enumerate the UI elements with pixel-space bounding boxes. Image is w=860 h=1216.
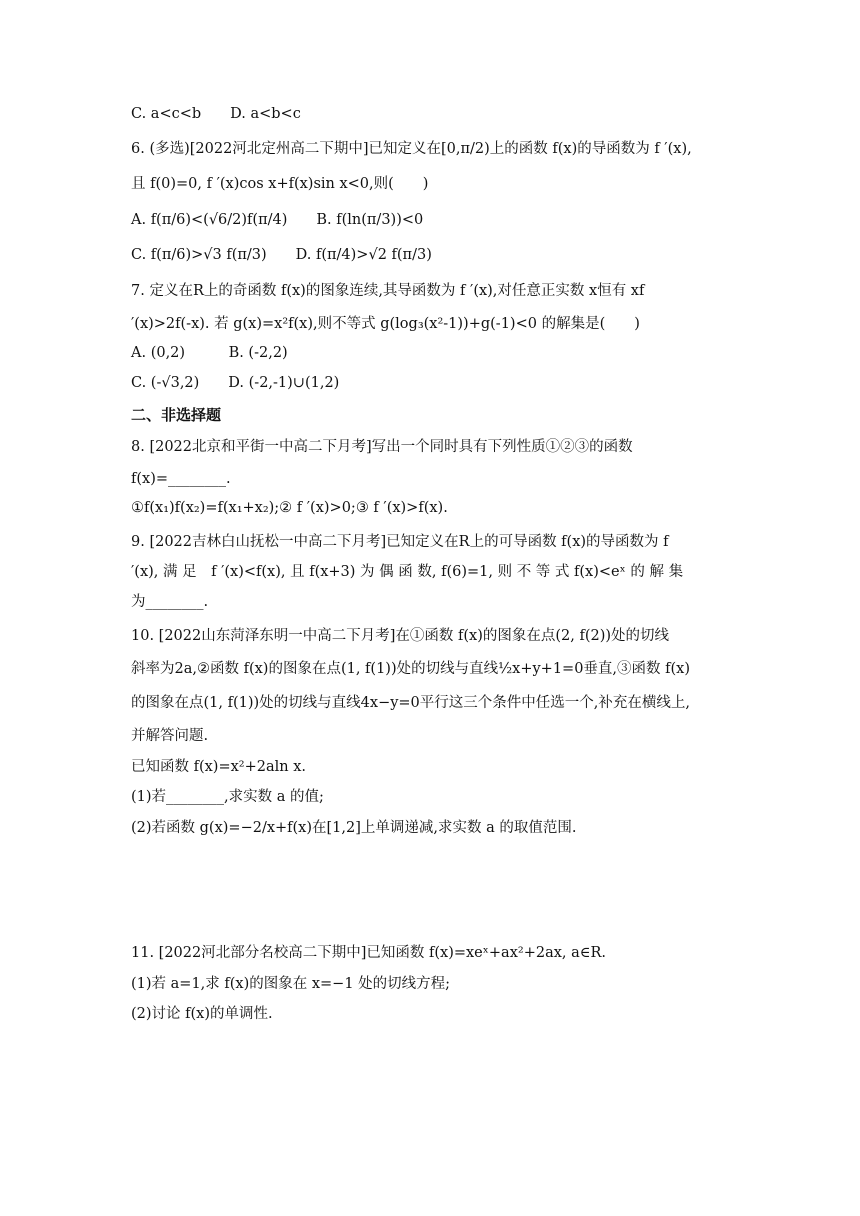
- q11-part-1: (1)若 a=1,求 f(x)的图象在 x=−1 处的切线方程;: [131, 976, 451, 992]
- q10-line-4: 并解答问题.: [131, 728, 209, 744]
- q7-line-1: 7. 定义在R上的奇函数 f(x)的图象连续,其导函数为 f ′(x),对任意正实数 x恒有 xf: [131, 283, 645, 299]
- q11-line-1: 11. [2022河北部分名校高二下期中]已知函数 f(x)=xeˣ+ax²+2ax, a∈R.: [131, 945, 607, 961]
- q6-options-cd: C. f(π/6)>√3 f(π/3) D. f(π/4)>√2 f(π/3): [131, 247, 432, 263]
- q7-line-2: ′(x)>2f(-x). 若 g(x)=x²f(x),则不等式 g(log₃(x²-1))+g(-1)<0 的解集是( ): [131, 316, 640, 332]
- q7-options-ab: A. (0,2) B. (-2,2): [131, 345, 288, 361]
- q6-line-1: 6. (多选)[2022河北定州高二下期中]已知定义在[0,π/2)上的函数 f(x)的导函数为 f ′(x),: [131, 141, 692, 157]
- q8-properties: ①f(x₁)f(x₂)=f(x₁+x₂);② f ′(x)>0;③ f ′(x)>f(x).: [131, 500, 448, 516]
- q9-line-3: 为________.: [131, 594, 209, 610]
- q10-line-1: 10. [2022山东菏泽东明一中高二下月考]在①函数 f(x)的图象在点(2, f(2))处的切线: [131, 628, 670, 644]
- q9-line-2: ′(x), 满 足 f ′(x)<f(x), 且 f(x+3) 为 偶 函 数, f(6)=1, 则 不 等 式 f(x)<eˣ 的 解 集: [131, 564, 684, 580]
- q5-options-cd: C. a<c<b D. a<b<c: [131, 106, 301, 122]
- q6-line-2: 且 f(0)=0, f ′(x)cos x+f(x)sin x<0,则( ): [131, 176, 429, 192]
- q11-part-2: (2)讨论 f(x)的单调性.: [131, 1006, 273, 1022]
- q8-line-2: f(x)=________.: [131, 471, 231, 487]
- q10-line-3: 的图象在点(1, f(1))处的切线与直线4x−y=0平行这三个条件中任选一个,补充在横线上,: [131, 695, 690, 711]
- q10-given: 已知函数 f(x)=x²+2aln x.: [131, 759, 306, 775]
- q10-part-2: (2)若函数 g(x)=−2/x+f(x)在[1,2]上单调递减,求实数 a 的取值范围.: [131, 820, 577, 836]
- section-heading: 二、非选择题: [131, 406, 222, 424]
- q10-part-1: (1)若________,求实数 a 的值;: [131, 789, 324, 805]
- q10-line-2: 斜率为2a,②函数 f(x)的图象在点(1, f(1))处的切线与直线½x+y+1=0垂直,③函数 f(x): [131, 661, 691, 677]
- q6-options-ab: A. f(π/6)<(√6/2)f(π/4) B. f(ln(π/3))<0: [131, 212, 424, 228]
- q9-line-1: 9. [2022吉林白山抚松一中高二下月考]已知定义在R上的可导函数 f(x)的导函数为 f: [131, 534, 669, 550]
- q8-line-1: 8. [2022北京和平街一中高二下月考]写出一个同时具有下列性质①②③的函数: [131, 439, 633, 455]
- q7-options-cd: C. (-√3,2) D. (-2,-1)∪(1,2): [131, 375, 340, 391]
